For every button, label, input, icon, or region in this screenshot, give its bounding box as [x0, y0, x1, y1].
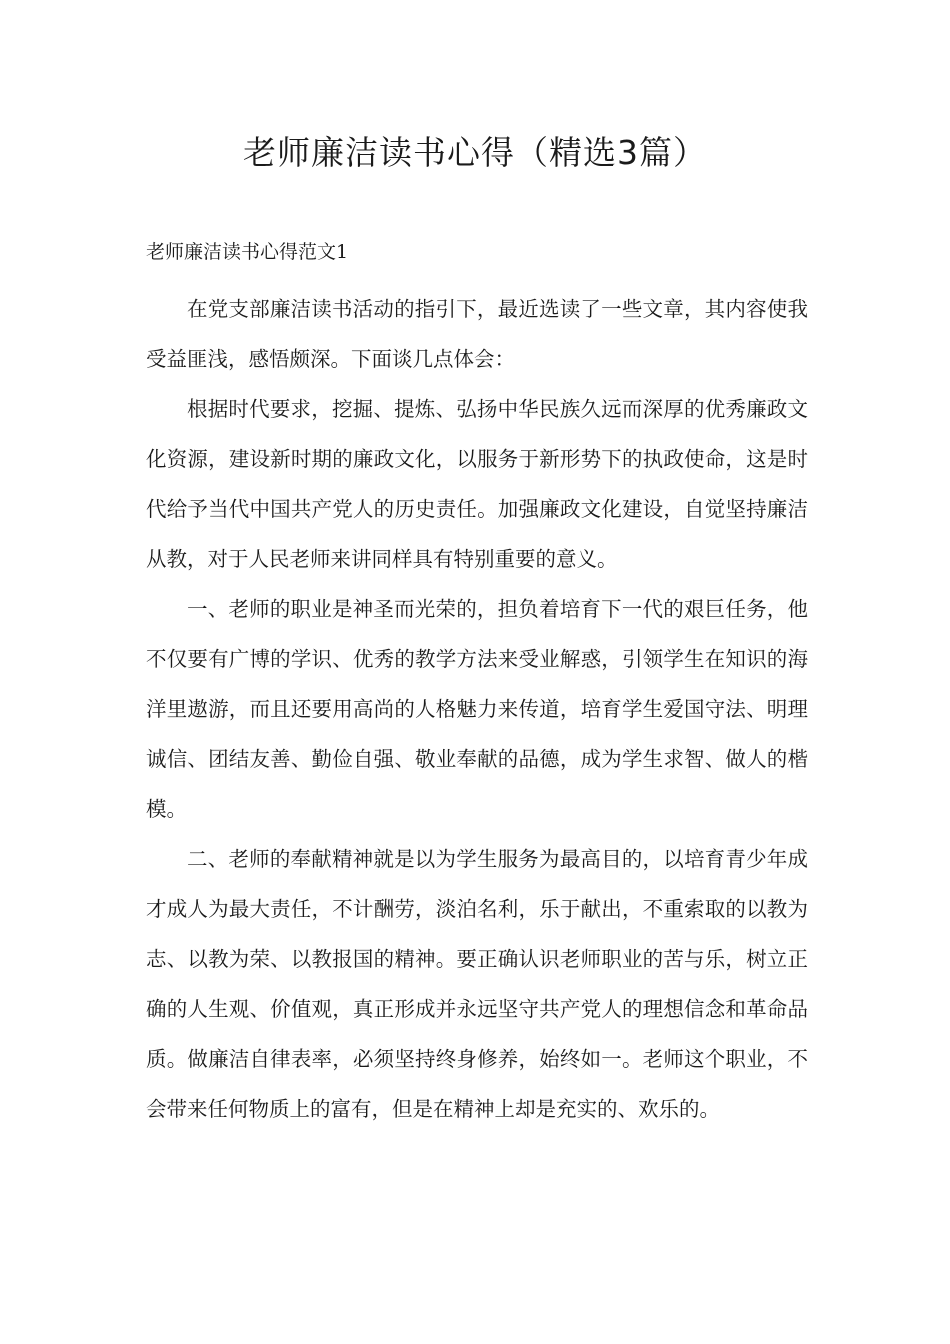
paragraph: 根据时代要求，挖掘、提炼、弘扬中华民族久远而深厚的优秀廉政文化资源，建设新时期的廉政文化，以服务于新形势下的执政使命，这是时代给予当代中国共产党人的历史责任。加强廉政文化建设，自觉坚持廉洁从教，对于人民老师来讲同样具有特别重要的意义。 [146, 397, 808, 571]
document-title: 老师廉洁读书心得（精选3篇） [243, 133, 707, 172]
document-body [146, 284, 808, 1134]
paragraph: 二、老师的奉献精神就是以为学生服务为最高目的，以培育青少年成才成人为最大责任，不计酬劳，淡泊名利，乐于献出，不重索取的以教为志、以教为荣、以教报国的精神。要正确认识老师职业的苦与乐，树立正确的人生观、价值观，真正形成并永远坚守共产党人的理想信念和革命品质。做廉洁自律表率，必须坚持终身修养，始终如一。老师这个职业，不会带来任何物质上的富有，但是在精神上却是充实的、欢乐的。 [146, 847, 808, 1121]
section-heading: 老师廉洁读书心得范文1 [146, 241, 349, 263]
paragraph: 在党支部廉洁读书活动的指引下，最近选读了一些文章，其内容使我受益匪浅，感悟颇深。下面谈几点体会： [146, 297, 808, 371]
paragraph: 一、老师的职业是神圣而光荣的，担负着培育下一代的艰巨任务，他不仅要有广博的学识、优秀的教学方法来受业解惑，引领学生在知识的海洋里遨游，而且还要用高尚的人格魅力来传道，培育学生爱国守法、明理诚信、团结友善、勤俭自强、敬业奉献的品德，成为学生求智、做人的楷模。 [146, 597, 808, 821]
